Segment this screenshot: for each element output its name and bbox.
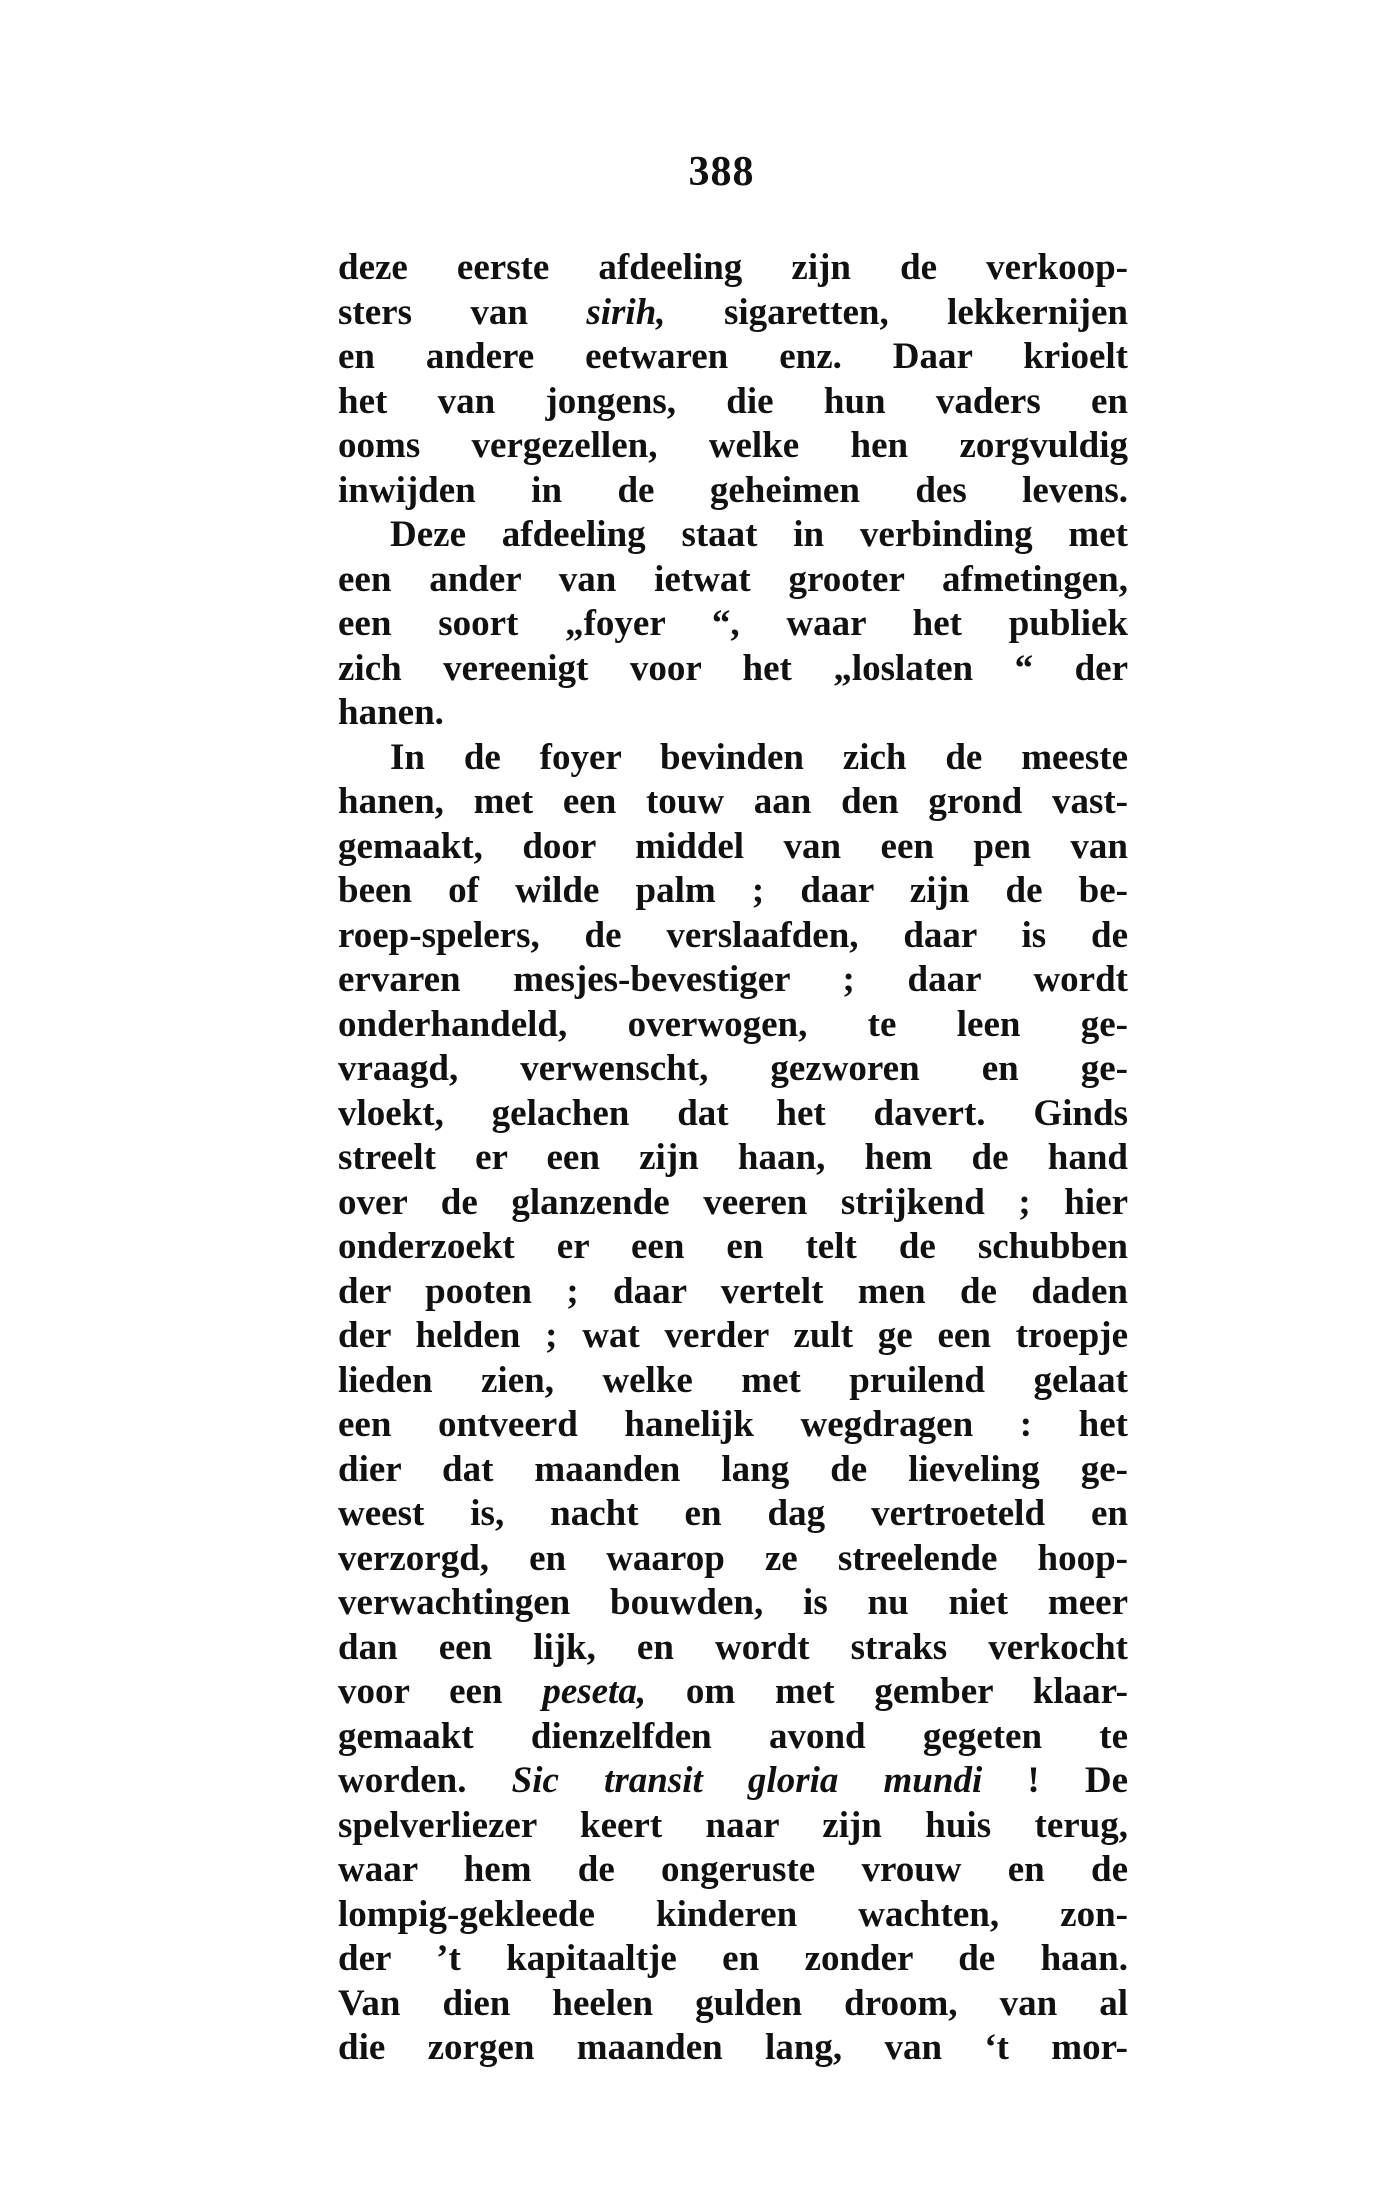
text-line (338, 1581, 1128, 1626)
text-line (338, 1181, 1128, 1226)
text-segment: onderzoekt er een en telt de schubben (338, 1226, 1128, 1267)
text-line (338, 380, 1128, 425)
text-segment: der helden ; wat verder zult ge een troepje (338, 1315, 1128, 1356)
text-line (338, 869, 1128, 914)
text-segment: been of wilde palm ; daar zijn de be- (338, 870, 1128, 911)
text-line (338, 691, 1128, 736)
text-segment: hanen. (338, 692, 444, 733)
text-segment: streelt er een zijn haan, hem de hand (338, 1137, 1128, 1178)
text-segment: dier dat maanden lang de lieveling ge- (338, 1448, 1128, 1490)
text-line (338, 246, 1128, 291)
text-segment: onderhandeld, overwogen, te leen ge- (338, 1003, 1128, 1045)
text-segment: sters van (338, 291, 587, 333)
text-segment: deze eerste afdeeling zijn de verkoop- (338, 247, 1128, 288)
page-number: 388 (688, 149, 755, 195)
text-segment: gemaakt, door middel van een pen van (338, 825, 1128, 867)
text-segment: vraagd, verwenscht, gezworen en ge- (338, 1048, 1128, 1089)
text-line (338, 1359, 1128, 1404)
text-segment: weest is, nacht en dag vertroeteld en (338, 1493, 1128, 1534)
text-line (338, 424, 1128, 469)
text-segment: In de foyer bevinden zich de meeste (390, 736, 1128, 778)
text-line (338, 1759, 1128, 1804)
text-segment: sigaretten, lekkernijen (665, 291, 1128, 333)
text-segment: ! De (982, 1760, 1128, 1801)
text-segment: over de glanzende veeren strijkend ; hier (338, 1181, 1128, 1223)
text-line (338, 1136, 1128, 1181)
text-line (338, 647, 1128, 692)
text-segment: die zorgen maanden lang, van ‘t mor- (338, 2027, 1128, 2068)
text-segment: voor een (338, 1671, 543, 1712)
text-line (338, 1047, 1128, 1092)
italic-text: peseta, (542, 1671, 647, 1712)
body-text (338, 246, 1128, 2071)
text-line (338, 1804, 1128, 1849)
text-line (338, 1003, 1128, 1048)
text-segment: om met gember klaar- (646, 1671, 1128, 1712)
text-line (338, 1670, 1128, 1715)
text-line (338, 1982, 1128, 2027)
text-line (338, 558, 1128, 603)
text-line (338, 1537, 1128, 1582)
text-line (338, 1848, 1128, 1893)
text-segment: inwijden in de geheimen des levens. (338, 469, 1128, 511)
text-line (338, 736, 1128, 781)
text-segment: Van dien heelen gulden droom, van al (338, 1982, 1128, 2024)
text-line (338, 335, 1128, 380)
text-segment: hanen, met een touw aan den grond vast- (338, 781, 1128, 822)
text-line (338, 1092, 1128, 1137)
text-segment: der ’t kapitaaltje en zonder de haan. (338, 1938, 1128, 1979)
text-segment: lompig-gekleede kinderen wachten, zon- (338, 1893, 1128, 1935)
text-segment: vloekt, gelachen dat het davert. Ginds (338, 1092, 1128, 1134)
text-line (338, 1715, 1128, 1760)
text-line (338, 291, 1128, 336)
text-segment: der pooten ; daar vertelt men de daden (338, 1270, 1128, 1312)
text-line (338, 1492, 1128, 1537)
text-line (338, 1270, 1128, 1315)
text-segment: Deze afdeeling staat in verbinding met (390, 514, 1128, 555)
text-segment: en andere eetwaren enz. Daar krioelt (338, 336, 1128, 377)
italic-text: Sic transit gloria mundi (511, 1760, 983, 1801)
text-line (338, 1314, 1128, 1359)
text-segment: gemaakt dienzelfden avond gegeten te (338, 1715, 1128, 1757)
text-line (338, 602, 1128, 647)
text-segment: ervaren mesjes-bevestiger ; daar wordt (338, 959, 1128, 1000)
text-line (338, 958, 1128, 1003)
text-line (338, 1626, 1128, 1671)
text-line (338, 1403, 1128, 1448)
text-line (338, 780, 1128, 825)
text-line (338, 1937, 1128, 1982)
text-segment: ooms vergezellen, welke hen zorgvuldig (338, 425, 1128, 466)
text-segment: verwachtingen bouwden, is nu niet meer (338, 1582, 1128, 1623)
text-segment: spelverliezer keert naar zijn huis terug, (338, 1804, 1128, 1846)
text-line (338, 1893, 1128, 1938)
text-line (338, 469, 1128, 514)
text-segment: een ander van ietwat grooter afmetingen, (338, 558, 1128, 600)
text-segment: verzorgd, en waarop ze streelende hoop- (338, 1537, 1128, 1579)
text-segment: zich vereenigt voor het „loslaten “ der (338, 647, 1128, 689)
text-segment: dan een lijk, en wordt straks verkocht (338, 1626, 1128, 1668)
text-line (338, 1448, 1128, 1493)
text-segment: worden. (338, 1760, 512, 1801)
text-line (338, 825, 1128, 870)
italic-text: sirih, (586, 291, 666, 333)
text-segment: waar hem de ongeruste vrouw en de (338, 1849, 1128, 1890)
text-segment: een soort „foyer “, waar het publiek (338, 603, 1128, 644)
text-line (338, 1225, 1128, 1270)
text-segment: lieden zien, welke met pruilend gelaat (338, 1359, 1128, 1401)
text-segment: een ontveerd hanelijk wegdragen : het (338, 1404, 1128, 1445)
text-line (338, 914, 1128, 959)
text-segment: het van jongens, die hun vaders en (338, 380, 1128, 422)
text-line (338, 513, 1128, 558)
text-line (338, 2026, 1128, 2071)
text-segment: roep-spelers, de verslaafden, daar is de (338, 914, 1128, 956)
